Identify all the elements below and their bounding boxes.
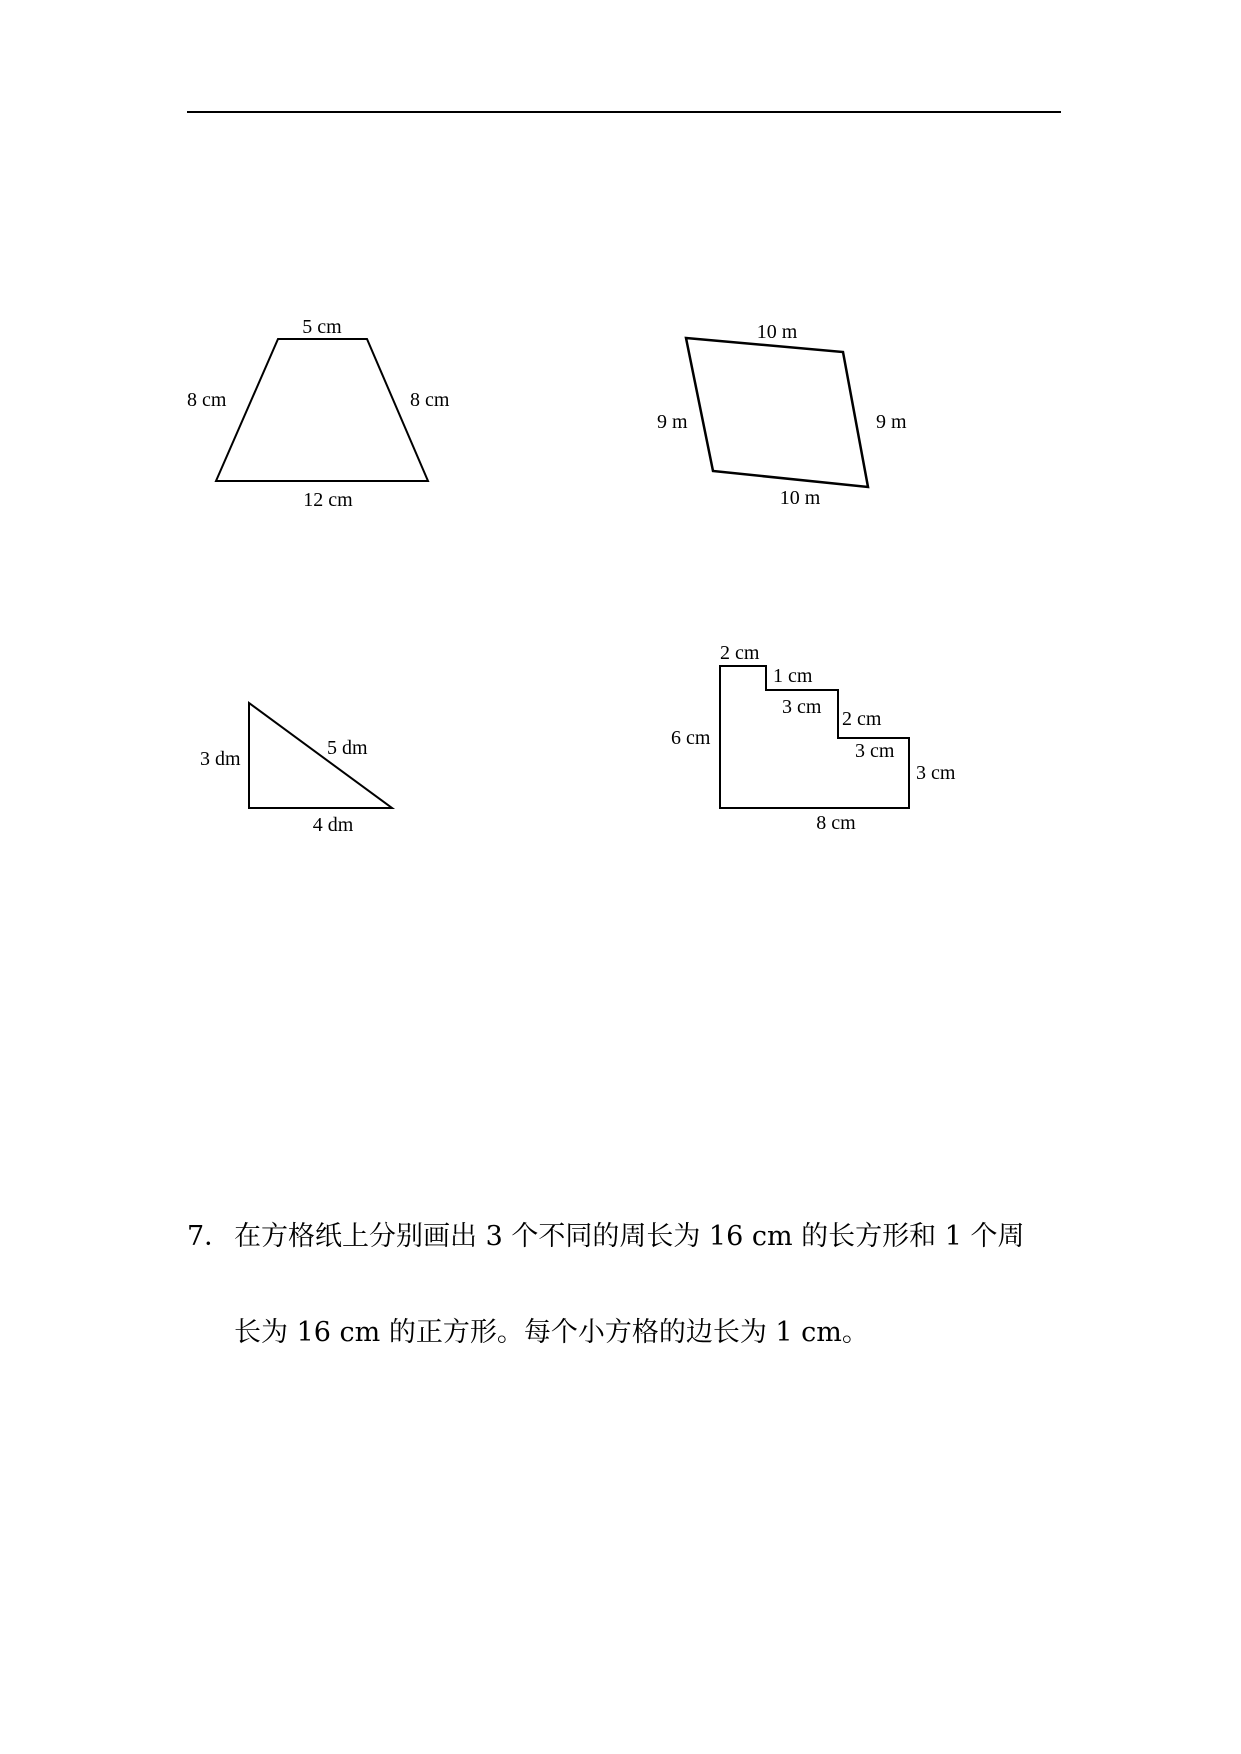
parallelogram-left-label: 9 m — [657, 411, 688, 433]
triangle-bottom-label: 4 dm — [312, 814, 354, 836]
staircase-shape — [720, 666, 909, 808]
staircase-left-label: 6 cm — [671, 727, 711, 749]
parallelogram-top-label: 10 m — [756, 321, 798, 343]
triangle-shape — [249, 703, 392, 808]
triangle-figure — [200, 703, 392, 836]
staircase-right-label: 3 cm — [916, 762, 956, 784]
parallelogram-right-label: 9 m — [876, 411, 907, 433]
trapezoid-shape — [216, 339, 428, 481]
question-number: 7． — [187, 1221, 232, 1252]
staircase-bottom-label: 8 cm — [816, 812, 856, 834]
staircase-step2-down-label: 2 cm — [842, 708, 882, 730]
parallelogram-figure — [657, 321, 907, 509]
question-7-line-1 — [187, 1221, 1025, 1253]
question-7-text-1: 在方格纸上分别画出 3 个不同的周长为 16 cm 的长方形和 1 个周 — [234, 1221, 1025, 1252]
staircase-step1-down-label: 1 cm — [773, 665, 813, 687]
trapezoid-bottom-label: 12 cm — [303, 489, 353, 511]
parallelogram-bottom-label: 10 m — [779, 487, 821, 509]
staircase-step1-across-label: 3 cm — [782, 696, 822, 718]
question-7-line-2: 长为 16 cm 的正方形。每个小方格的边长为 1 cm。 — [234, 1317, 869, 1348]
triangle-left-label: 3 dm — [200, 748, 241, 770]
parallelogram-shape — [686, 338, 868, 487]
staircase-top-label: 2 cm — [720, 642, 760, 664]
trapezoid-top-label: 5 cm — [302, 316, 342, 338]
staircase-figure — [671, 642, 956, 834]
staircase-step2-across-label: 3 cm — [855, 740, 895, 762]
trapezoid-right-label: 8 cm — [410, 389, 450, 411]
trapezoid-left-label: 8 cm — [187, 389, 227, 411]
triangle-hypotenuse-label: 5 dm — [327, 737, 368, 759]
trapezoid-figure — [187, 316, 450, 511]
